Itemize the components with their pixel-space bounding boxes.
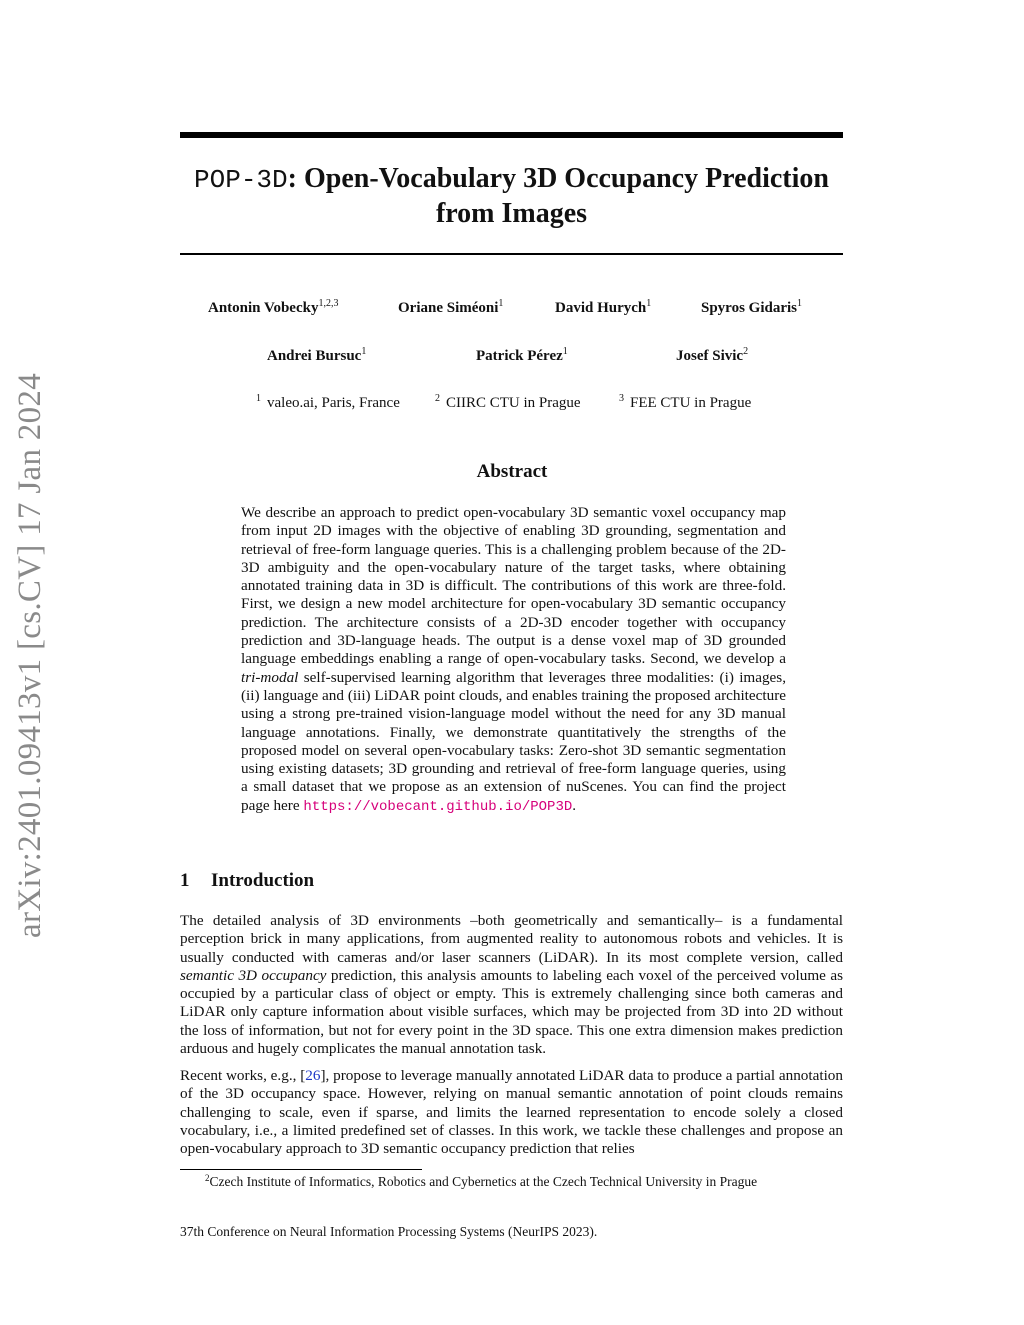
abstract-end: . xyxy=(572,796,577,814)
author-affil-mark: 2 xyxy=(743,346,749,357)
section-heading-introduction xyxy=(180,870,314,892)
author-name: Antonin Vobecky xyxy=(208,300,319,316)
section-number: 1 xyxy=(180,870,190,891)
author-name: Oriane Siméoni xyxy=(398,300,499,316)
arxiv-identifier[interactable]: arXiv:2401.09413v1 [cs.CV] 17 Jan 2024 xyxy=(12,372,48,938)
abstract-text xyxy=(241,504,786,816)
affiliation-number: 1 xyxy=(256,393,261,404)
author-name: Patrick Pérez xyxy=(476,348,563,364)
affiliation xyxy=(256,395,400,412)
affiliation-text: valeo.ai, Paris, France xyxy=(267,395,400,411)
affiliation-number: 3 xyxy=(619,393,624,404)
author xyxy=(701,300,802,317)
author xyxy=(476,348,568,365)
author-affil-mark: 1 xyxy=(646,298,652,309)
author-name: Josef Sivic xyxy=(676,348,744,364)
footnote-mark: 2 xyxy=(205,1173,210,1183)
author-affil-mark: 1 xyxy=(498,298,504,309)
intro-p1-part-2: prediction, this analysis amounts to labeling each voxel of the perceived volume as occupied by a particular class of object or empty. This is extremely challenging since both cameras and LiDAR only capture information about visible surfaces, which may be projected from 3D into 2D without the loss of information, but not for every point in the 3D space. This one extra dimension makes prediction arduous and hugely complicates the manual annotation task. xyxy=(180,966,844,1058)
author xyxy=(555,300,651,317)
author-name: David Hurych xyxy=(555,300,647,316)
author-affil-mark: 1 xyxy=(361,346,367,357)
footnote xyxy=(205,1174,757,1190)
paper-title xyxy=(160,162,863,231)
author xyxy=(267,348,366,365)
affiliation xyxy=(435,395,581,412)
conference-venue: 37th Conference on Neural Information Processing Systems (NeurIPS 2023). xyxy=(180,1224,598,1239)
affiliation xyxy=(619,395,751,412)
section-title: Introduction xyxy=(211,870,315,891)
project-page-link[interactable]: https://vobecant.github.io/POP3D xyxy=(303,798,573,815)
title-line-1: : Open-Vocabulary 3D Occupancy Prediction xyxy=(287,163,829,194)
abstract-italic-term: tri-modal xyxy=(241,668,299,686)
intro-p1-italic-term: semantic 3D occupancy xyxy=(180,966,327,984)
method-name: POP-3D xyxy=(194,165,288,195)
author-affil-mark: 1,2,3 xyxy=(318,298,339,309)
author xyxy=(208,300,338,317)
citation-link[interactable]: 26 xyxy=(305,1067,321,1084)
author-name: Andrei Bursuc xyxy=(267,348,362,364)
affiliation-number: 2 xyxy=(435,393,440,404)
intro-p1-part-1: The detailed analysis of 3D environments –both geometrically and semantically– is a fundamental perception brick in many applications, from augmented reality to autonomous robots and vehicles. It is usually conducted with cameras and/or laser scanners (LiDAR). In its most complete version, called xyxy=(180,912,843,966)
footnote-text: Czech Institute of Informatics, Robotics and Cybernetics at the Czech Technical University in Prague xyxy=(209,1174,758,1189)
title-bottom-rule xyxy=(180,253,843,255)
affiliation-text: CIIRC CTU in Prague xyxy=(446,395,581,411)
intro-p2-part-1: Recent works, e.g., [ xyxy=(180,1067,306,1084)
abstract-heading: Abstract xyxy=(476,461,548,482)
author-name: Spyros Gidaris xyxy=(701,300,797,316)
footnote-rule xyxy=(180,1169,422,1170)
author-affil-mark: 1 xyxy=(797,298,802,309)
abstract-text-part-2: self-supervised learning algorithm that leverages three modalities: (i) images, (ii) language and (iii) LiDAR point clouds, and enables training the proposed architecture using a strong pre-trained vision-language model without the need for any 3D manual language annotations. Finally, we demonstrate quantitatively the strengths of the proposed model on several open-vocabulary tasks: Zero-shot 3D semantic segmentation using existing datasets; 3D grounding and retrieval of free-form language queries, using a small dataset that we propose as an extension of nuScenes. You can find the project page here xyxy=(241,668,787,814)
author xyxy=(676,348,748,365)
title-line-2: from Images xyxy=(435,198,588,229)
intro-paragraph-2 xyxy=(180,1067,843,1158)
title-top-rule xyxy=(180,132,843,138)
intro-paragraph-1 xyxy=(180,912,843,1058)
author xyxy=(398,300,503,317)
intro-p2-part-2: ], propose to leverage manually annotated LiDAR data to produce a partial annotation of the 3D occupancy space. However, relying on manual semantic annotation of point clouds remains challenging to scale, even if sparse, and limits the learned representation to encode solely a closed vocabulary, i.e., a limited predefined set of classes. In this work, we tackle these challenges and propose an open-vocabulary approach to 3D semantic occupancy prediction that relies xyxy=(180,1067,843,1158)
author-affil-mark: 1 xyxy=(562,346,568,357)
affiliation-text: FEE CTU in Prague xyxy=(630,395,752,411)
abstract-text-part-1: We describe an approach to predict open-vocabulary 3D semantic voxel occupancy map from input 2D images with the objective of enabling 3D grounding, segmentation and retrieval of free-form language queries. This is a challenging problem because of the 2D-3D ambiguity and the open-vocabulary nature of the target tasks, where obtaining annotated training data in 3D is difficult. The contributions of this work are three-fold. First, we design a new model architecture for open-vocabulary 3D semantic occupancy prediction. The architecture consists of a 2D-3D encoder together with occupancy prediction and 3D-language heads. The output is a dense voxel map of 3D grounded language embeddings enabling a range of open-vocabulary tasks. Second, we develop a xyxy=(241,504,786,668)
